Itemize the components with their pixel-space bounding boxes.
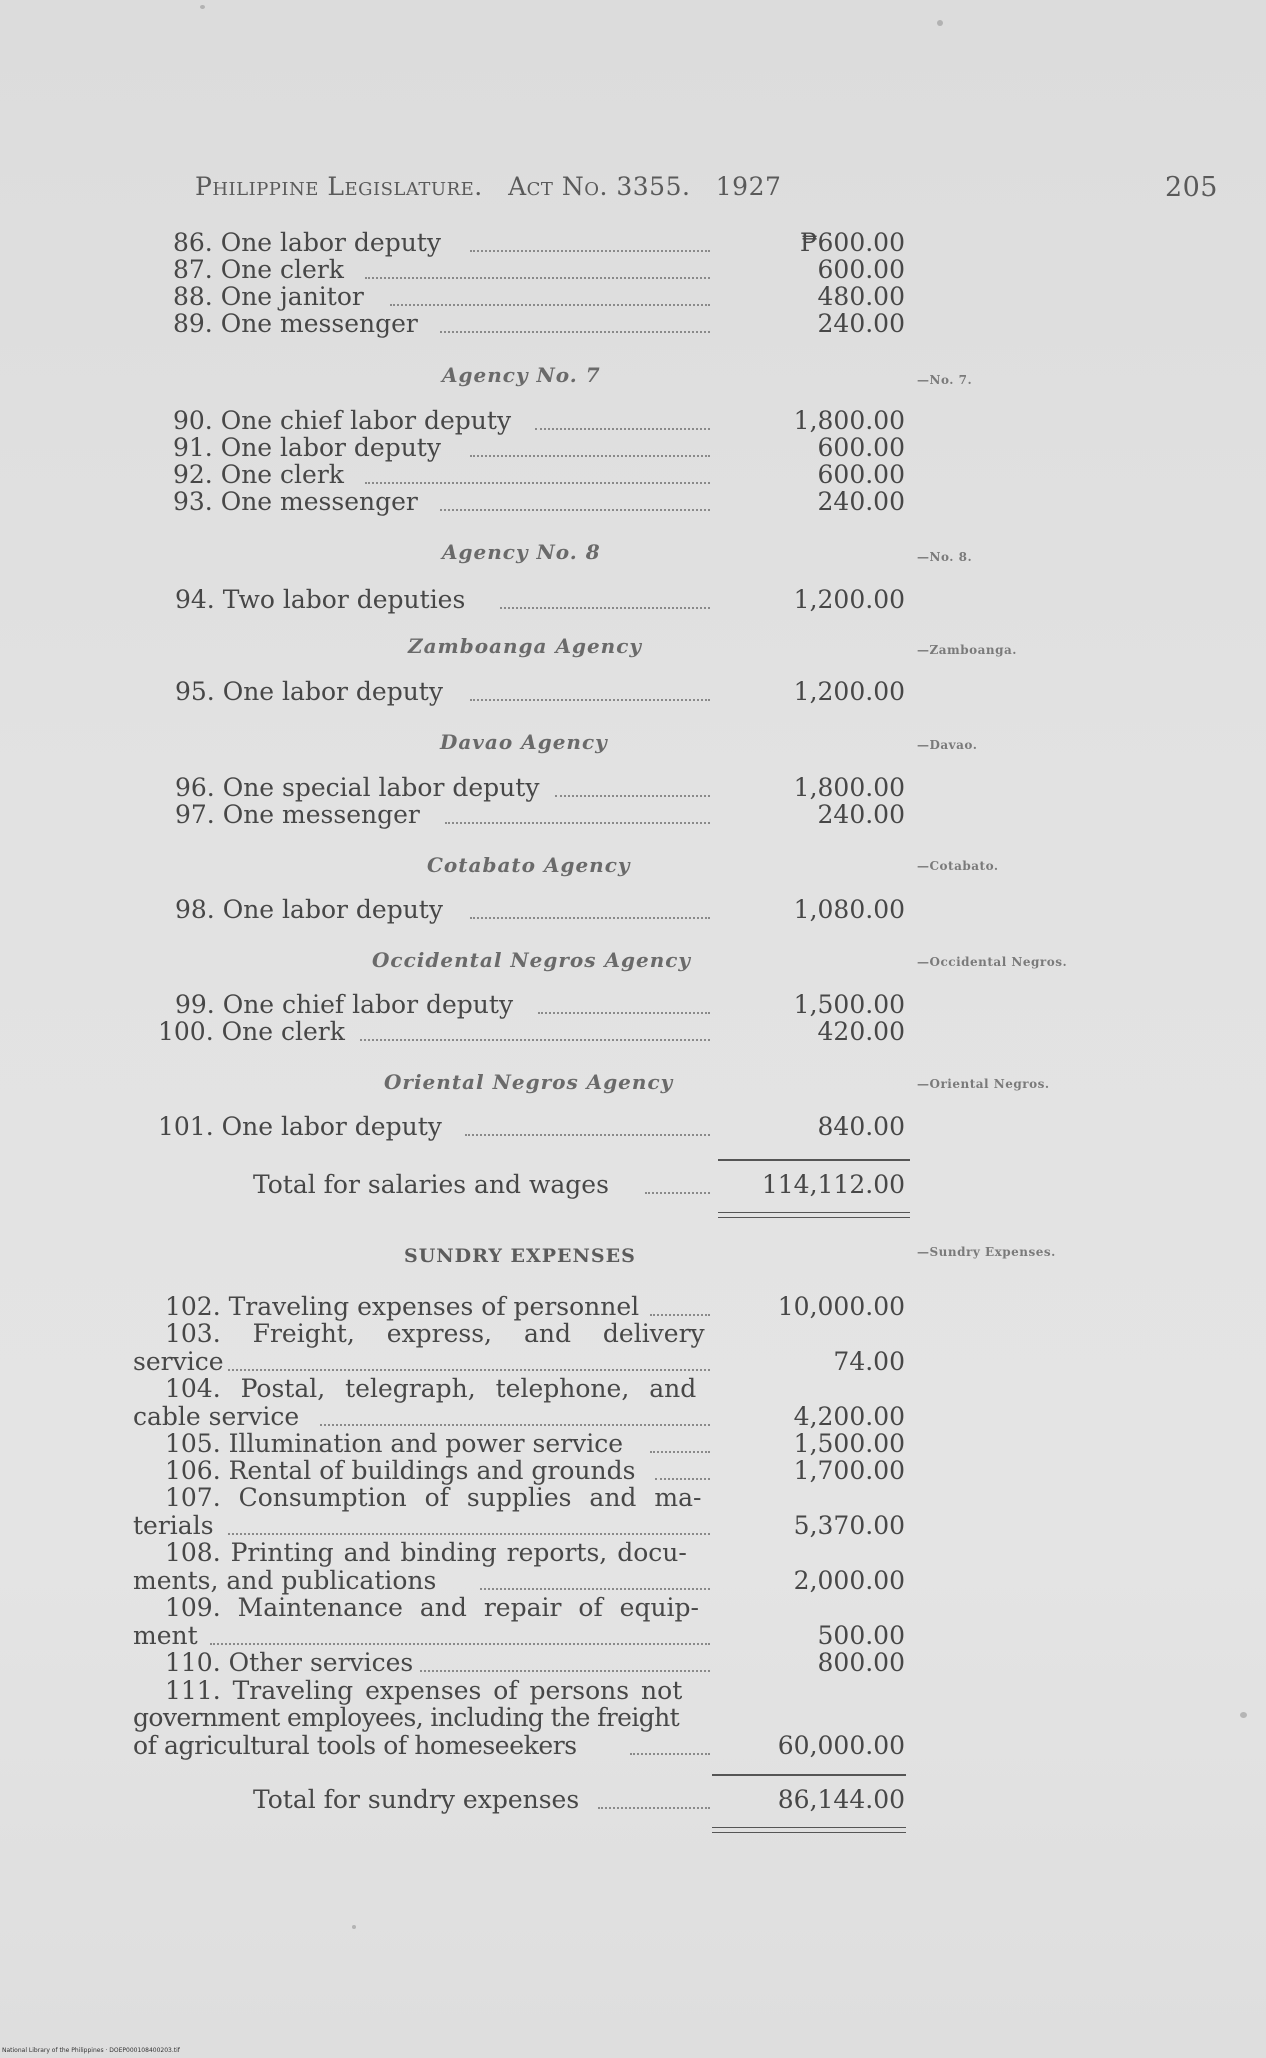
item-label: 90. One chief labor deputy <box>173 406 512 435</box>
item-label: 109. Maintenance and repair of equip- <box>165 1593 700 1622</box>
item-label: 95. One labor deputy <box>175 677 443 706</box>
line-item-text <box>0 1374 1266 1404</box>
item-label: 87. One clerk <box>173 255 344 284</box>
item-label: 108. Printing and binding reports, docu- <box>165 1538 687 1567</box>
item-label: 107. Consumption of supplies and ma- <box>165 1483 702 1512</box>
line-item <box>0 1402 1266 1432</box>
item-label-cont: of agricultural tools of homeseekers <box>133 1731 577 1760</box>
item-label: 111. Traveling expenses of persons not <box>165 1676 683 1705</box>
item-amount: 240.00 <box>817 309 905 338</box>
item-label: 105. Illumination and power service <box>165 1429 624 1458</box>
agency-heading: Oriental Negros Agency <box>384 1070 674 1094</box>
line-item-text <box>0 1703 1266 1733</box>
item-amount: 600.00 <box>817 433 905 462</box>
legislature-title: Philippine Legislature. <box>195 172 483 201</box>
item-label: 102. Traveling expenses of personnel <box>165 1292 640 1321</box>
sum-rule <box>718 1159 910 1161</box>
line-item <box>0 487 1266 517</box>
scan-speck <box>1240 1712 1247 1718</box>
item-label: 106. Rental of buildings and grounds <box>165 1456 636 1485</box>
item-amount: 840.00 <box>817 1112 905 1141</box>
total-amount: 114,112.00 <box>761 1170 905 1199</box>
item-amount: 480.00 <box>817 282 905 311</box>
item-amount: 240.00 <box>817 487 905 516</box>
line-item <box>0 1017 1266 1047</box>
line-item <box>0 1292 1266 1322</box>
line-item-text <box>0 1538 1266 1568</box>
item-amount: 1,500.00 <box>793 990 905 1019</box>
margin-note: —Zamboanga. <box>917 643 1017 657</box>
line-item <box>0 228 1266 258</box>
item-amount: 240.00 <box>817 800 905 829</box>
line-item <box>0 1511 1266 1541</box>
act-number: Act No. 3355. <box>508 172 691 201</box>
item-label: 92. One clerk <box>173 460 344 489</box>
line-item <box>0 1731 1266 1761</box>
line-item <box>0 1648 1266 1678</box>
margin-note: —No. 7. <box>917 373 973 387</box>
total-amount: 86,144.00 <box>777 1785 905 1814</box>
line-item <box>0 1566 1266 1596</box>
line-item <box>0 255 1266 285</box>
line-item <box>0 585 1266 615</box>
line-item <box>0 1621 1266 1651</box>
total-label: Total for salaries and wages <box>253 1170 609 1199</box>
double-rule <box>712 1827 906 1828</box>
line-item <box>0 1429 1266 1459</box>
running-header <box>195 172 781 201</box>
item-amount: 420.00 <box>817 1017 905 1046</box>
item-amount: 800.00 <box>817 1648 905 1677</box>
item-amount: 1,800.00 <box>793 773 905 802</box>
item-label-cont: service <box>133 1347 224 1376</box>
item-amount: 1,800.00 <box>793 406 905 435</box>
agency-heading: Davao Agency <box>440 730 608 754</box>
item-amount: 1,080.00 <box>793 895 905 924</box>
item-label-cont: government employees, including the freight <box>133 1703 680 1732</box>
agency-heading: Zamboanga Agency <box>408 634 643 658</box>
item-amount: 74.00 <box>833 1347 905 1376</box>
line-item <box>0 895 1266 925</box>
page-number: 205 <box>1164 172 1218 203</box>
line-item <box>0 1112 1266 1142</box>
line-item <box>0 800 1266 830</box>
item-amount: 600.00 <box>817 460 905 489</box>
margin-note: —Davao. <box>917 738 978 752</box>
line-item-text <box>0 1593 1266 1623</box>
margin-note: —Cotabato. <box>917 859 999 873</box>
line-item <box>0 1347 1266 1377</box>
item-amount: 600.00 <box>817 255 905 284</box>
item-amount: 1,500.00 <box>793 1429 905 1458</box>
total-sundry-row <box>0 1785 1266 1815</box>
line-item <box>0 677 1266 707</box>
line-item <box>0 1456 1266 1486</box>
line-item-text <box>0 1483 1266 1513</box>
item-amount: 60,000.00 <box>777 1731 905 1760</box>
item-amount: 1,700.00 <box>793 1456 905 1485</box>
item-label: 99. One chief labor deputy <box>175 990 514 1019</box>
item-amount: 1,200.00 <box>793 585 905 614</box>
item-label: 88. One janitor <box>173 282 364 311</box>
line-item <box>0 406 1266 436</box>
agency-heading: Agency No. 8 <box>442 540 601 564</box>
item-amount: 10,000.00 <box>777 1292 905 1321</box>
line-item <box>0 433 1266 463</box>
item-label: 93. One messenger <box>173 487 418 516</box>
total-salaries-row <box>0 1170 1266 1200</box>
margin-note: —Oriental Negros. <box>917 1077 1050 1091</box>
agency-heading: Agency No. 7 <box>442 363 601 387</box>
item-label: 96. One special labor deputy <box>175 773 540 802</box>
item-label-cont: terials <box>133 1511 214 1540</box>
line-item <box>0 460 1266 490</box>
item-label-cont: cable service <box>133 1402 300 1431</box>
agency-heading: Cotabato Agency <box>427 853 631 877</box>
line-item <box>0 309 1266 339</box>
scan-speck <box>200 5 205 9</box>
item-label: 103. Freight, express, and delivery <box>165 1319 705 1348</box>
line-item <box>0 773 1266 803</box>
item-label: 110. Other services <box>165 1648 414 1677</box>
line-item-text <box>0 1676 1266 1706</box>
sum-rule <box>712 1774 906 1776</box>
item-amount: 2,000.00 <box>793 1566 905 1595</box>
margin-note: —No. 8. <box>917 550 973 564</box>
item-amount: ₱600.00 <box>799 228 905 257</box>
item-label: 98. One labor deputy <box>175 895 443 924</box>
item-label: 97. One messenger <box>175 800 420 829</box>
item-label: 86. One labor deputy <box>173 228 441 257</box>
margin-note: —Occidental Negros. <box>917 955 1068 969</box>
scan-speck <box>352 1925 356 1929</box>
item-label-cont: ments, and publications <box>133 1566 437 1595</box>
item-amount: 4,200.00 <box>793 1402 905 1431</box>
item-label: 91. One labor deputy <box>173 433 441 462</box>
item-label: 100. One clerk <box>158 1017 345 1046</box>
scan-footer: National Library of the Philippines · DOEP000108400203.tif <box>2 2047 180 2054</box>
sundry-heading: SUNDRY EXPENSES <box>404 1245 636 1267</box>
line-item <box>0 282 1266 312</box>
item-amount: 5,370.00 <box>793 1511 905 1540</box>
scan-speck <box>937 20 943 26</box>
line-item-text <box>0 1319 1266 1349</box>
item-label-cont: ment <box>133 1621 198 1650</box>
item-label: 94. Two labor deputies <box>175 585 466 614</box>
line-item <box>0 990 1266 1020</box>
agency-heading: Occidental Negros Agency <box>372 948 692 972</box>
item-amount: 500.00 <box>817 1621 905 1650</box>
act-year: 1927 <box>715 172 782 201</box>
double-rule <box>718 1212 910 1213</box>
item-amount: 1,200.00 <box>793 677 905 706</box>
item-label: 89. One messenger <box>173 309 418 338</box>
total-label: Total for sundry expenses <box>253 1785 580 1814</box>
margin-note: —Sundry Expenses. <box>917 1245 1056 1259</box>
item-label: 101. One labor deputy <box>158 1112 442 1141</box>
item-label: 104. Postal, telegraph, telephone, and <box>165 1374 697 1403</box>
